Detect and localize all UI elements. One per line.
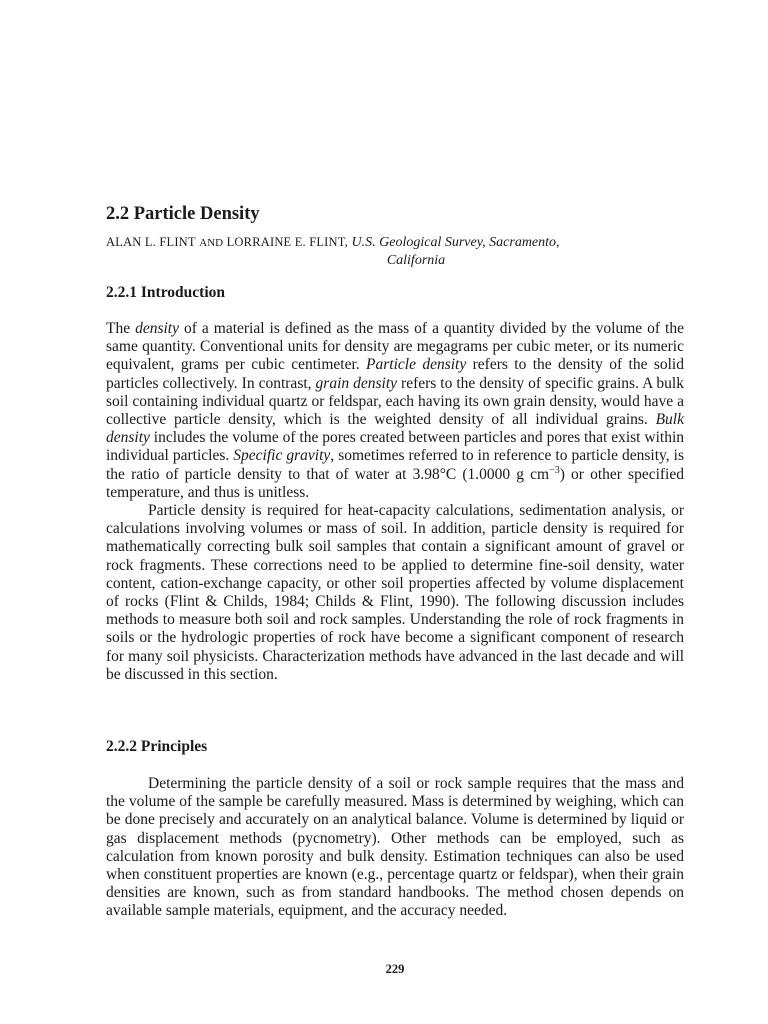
term-specific-gravity: Specific gravity — [233, 447, 331, 465]
intro-paragraph-1 — [106, 320, 684, 502]
intro-paragraph-2: Particle density is required for heat-capacity calculations, sedimentation analysis, or calculations involving volumes or mass of soil. In addition, particle density is required for mathematically correcting bulk soil samples that contain a significant amount of gravel or rock fragments. These corrections need to be applied to determine fine-soil density, water content, cation-exchange capacity, or other soil properties affected by volume displacement of rocks (Flint & Childs, 1984; Childs & Flint, 1990). The following discussion includes methods to measure both soil and rock samples. Understanding the role of rock fragments in soils or the hydrologic properties of rock have become a significant component of research for many soil physicists. Characterization methods have advanced in the last decade and will be discussed in this section. — [106, 502, 684, 683]
term-particle-density: Particle density — [366, 356, 467, 374]
author-2: LORRAINE E. FLINT, — [226, 235, 349, 249]
text-run: ) or other specified temperature, and thus is unitless. — [106, 465, 684, 501]
text-run: of a material is defined as the mass of a quantity divided by the volume of the same quantity. Conventional units for density are megagrams per cubic meter, or its numeric equivalent, grams per cubic centimeter. — [106, 320, 684, 374]
principles-paragraph-1: Determining the particle density of a soil or rock sample requires that the mass and the volume of the sample be carefully measured. Mass is determined by weighing, which can be done precisely and accurately on an analytical balance. Volume is determined by liquid or gas displacement methods (pycnometry). Other methods can be employed, such as calculation from known porosity and bulk density. Estimation techniques can also be used when constituent properties are known (e.g., percentage quartz or feldspar), when their grain densities are known, such as from standard handbooks. The method chosen depends on available sample materials, equipment, and the accuracy needed. — [106, 775, 684, 920]
section-title: 2.2 Particle Density — [106, 204, 260, 224]
text-run: The — [106, 320, 136, 337]
author-conjunction: AND — [199, 237, 224, 249]
text-run: refers to the density of specific grains. A bulk soil containing individual quartz or feldspar, each having its own grain density, would have a collective particle density, which is the weighted density of all individual grains. — [106, 374, 684, 429]
intro-heading: 2.2.1 Introduction — [106, 284, 225, 301]
affiliation-line-2: California — [386, 253, 446, 268]
page-number: 229 — [385, 962, 405, 976]
text-run: , sometimes referred to in reference to particle density, is the ratio of particle density to that of water at 3.98°C (1.0000 g cm — [106, 447, 685, 483]
author-line — [106, 234, 684, 269]
term-grain-density: grain density — [315, 374, 398, 392]
principles-body — [106, 775, 684, 921]
text-run: refers to the density of the solid particles collectively. In contrast, — [106, 356, 684, 392]
author-1: ALAN L. FLINT — [106, 235, 196, 249]
affiliation: U.S. Geological Survey, Sacramento, — [351, 235, 560, 250]
text-run: includes the volume of the pores created between particles and pores that exist within individual particles. — [106, 429, 684, 465]
principles-heading: 2.2.2 Principles — [106, 738, 208, 755]
term-bulk-density: Bulk density — [106, 411, 684, 447]
intro-body — [106, 320, 684, 684]
exponent: −3 — [549, 464, 560, 476]
term-density: density — [135, 320, 179, 337]
